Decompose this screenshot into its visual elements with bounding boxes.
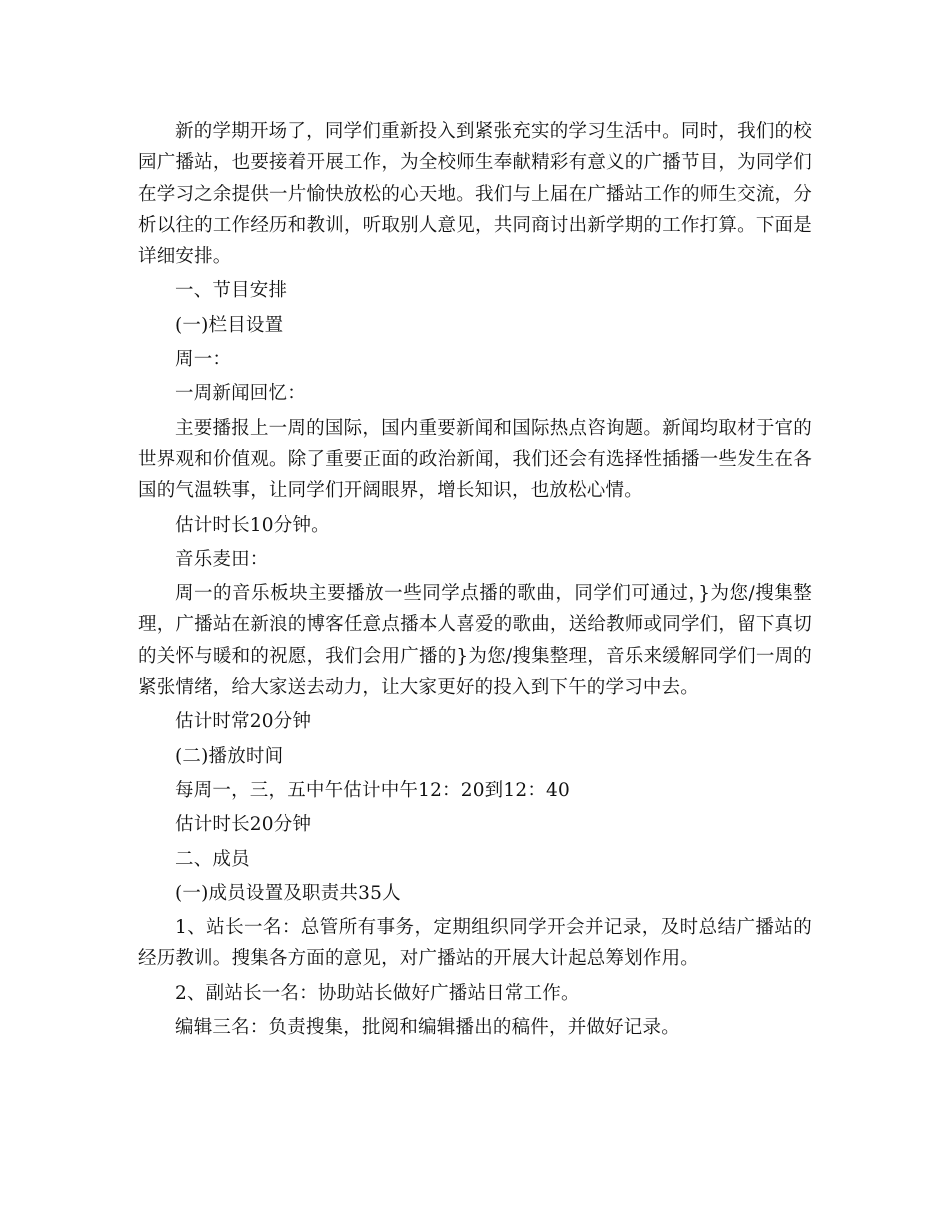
intro-paragraph: 新的学期开场了，同学们重新投入到紧张充实的学习生活中。同时，我们的校园广播站，也要接着开展工作，为全校师生奉献精彩有意义的广播节目，为同学们在学习之余提供一片愉快放松的心天地。我们与上届在广播站工作的师生交流，分析以往的工作经历和教训，听取别人意见，共同商讨出新学期的工作打算。下面是详细安排。 xyxy=(138,121,812,268)
schedule-time: 每周一，三，五中午估计中午12：20到12：40 xyxy=(175,779,570,801)
subsection-heading-member-roles: (一)成员设置及职责共35人 xyxy=(175,882,401,904)
document-body xyxy=(138,116,812,1046)
news-description-paragraph: 主要播报上一周的国际，国内重要新闻和国际热点咨询题。新闻均取材于官的世界观和价值观。除了重要正面的政治新闻，我们还会有选择性插播一些发生在各国的气温轶事，让同学们开阔眼界，增长知识，也放松心情。 xyxy=(138,417,812,502)
subsection-heading-columns: (一)栏目设置 xyxy=(175,314,284,336)
music-duration: 估计时常20分钟 xyxy=(175,711,312,733)
section-heading-programs: 一、节目安排 xyxy=(175,280,288,302)
role-station-head: 1、站长一名：总管所有事务，定期组织同学开会并记录，及时总结广播站的经历教训。搜集各方面的意见，对广播站的开展大计起总筹划作用。 xyxy=(138,917,812,970)
role-deputy-head: 2、副站长一名：协助站长做好广播站日常工作。 xyxy=(175,982,580,1004)
music-description-paragraph: 周一的音乐板块主要播放一些同学点播的歌曲，同学们可通过，}为您/搜集整理，广播站在新浪的博客任意点播本人喜爱的歌曲，送给教师或同学们，留下真切的关怀与暖和的祝愿，我们会用广播的}为您/搜集整理，音乐来缓解同学们一周的紧张情绪，给大家送去动力，让大家更好的投入到下午的学习中去。 xyxy=(138,583,813,699)
news-duration: 估计时长10分钟。 xyxy=(175,514,330,536)
section-heading-members: 二、成员 xyxy=(175,848,250,870)
day-heading-monday: 周一： xyxy=(175,349,232,371)
schedule-duration: 估计时长20分钟 xyxy=(175,814,312,836)
subsection-heading-schedule: (二)播放时间 xyxy=(175,745,284,767)
column-title-news: 一周新闻回忆： xyxy=(175,383,306,405)
role-editors: 编辑三名：负责搜集，批阅和编辑播出的稿件，并做好记录。 xyxy=(175,1017,680,1039)
column-title-music: 音乐麦田： xyxy=(175,548,269,570)
